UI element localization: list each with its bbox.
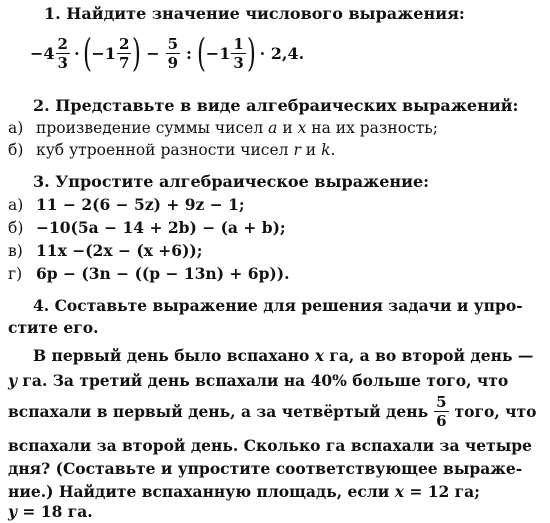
expression: −10(5a − 14 + 2b) − (a + b); — [36, 218, 286, 237]
item-label: б) — [8, 219, 24, 237]
fraction-2: $\frac{2}{7}$ — [118, 34, 130, 72]
task4-para-line4: вспахали за второй день. Сколько га вспахали за четыре — [8, 436, 532, 455]
expression-tail: · 2,4. — [259, 43, 305, 63]
item-label: б) — [8, 141, 24, 159]
task3-item-b — [8, 218, 286, 238]
task2-item-b: б) куб утроенной разности чисел r и k. — [8, 141, 336, 159]
task1-expression — [30, 31, 305, 75]
expression: 6p − (3n − ((p − 13n) + 6p)). — [36, 264, 290, 283]
task4-para-line3: вспахали в первый день, а за четвёртый день $\frac{5}{6}$ того, что — [8, 392, 537, 430]
task4-para-line7: y = 18 га. — [8, 502, 93, 521]
task4-title-line2: стите его. — [8, 318, 99, 337]
mixed-number-3-whole: −1 — [205, 43, 231, 63]
item-label: в) — [8, 242, 23, 260]
task3-item-c — [8, 241, 202, 261]
task4-para-line2: y га. За третий день вспахали на 40% больше того, что — [8, 371, 509, 390]
task4-title-line1: 4. Составьте выражение для решения задачи и упро- — [33, 296, 523, 315]
mixed-number-2-whole: −1 — [91, 43, 116, 63]
mixed-number-1-whole: −4 — [30, 43, 55, 63]
item-label: г) — [8, 265, 23, 283]
task3-item-d — [8, 264, 290, 284]
right-paren: ) — [132, 31, 142, 75]
minus-sign: − — [146, 43, 160, 63]
task3-title: 3. Упростите алгебраическое выражение: — [33, 172, 430, 191]
task1-title: 1. Найдите значение числового выражения: — [44, 4, 465, 23]
fraction-4: $\frac{1}{3}$ — [233, 34, 244, 72]
item-label: а) — [8, 119, 24, 137]
fraction-1: $\frac{2}{3}$ — [57, 34, 68, 72]
right-paren: ) — [246, 31, 256, 75]
item-label: а) — [8, 196, 24, 214]
task4-para-line5: дня? (Составьте и упростите соответствующее выраже- — [8, 459, 523, 478]
fraction-3: $\frac{5}{9}$ — [167, 34, 179, 72]
expression: 11x −(2x − (x +6)); — [36, 241, 203, 260]
expression: 11 − 2(6 − 5z) + 9z − 1; — [36, 195, 245, 214]
task4-para-line1: В первый день было вспахано x га, а во второй день — — [33, 346, 534, 365]
fraction-five-sixths: $\frac{5}{6}$ — [436, 392, 447, 430]
left-paren: ( — [196, 31, 206, 75]
multiply-sign: · — [73, 43, 80, 63]
left-paren: ( — [82, 31, 92, 75]
task2-title: 2. Представьте в виде алгебраических выражений: — [33, 96, 519, 115]
task3-item-a — [8, 195, 245, 215]
divide-sign: : — [186, 43, 192, 63]
task2-item-a: а) произведение суммы чисел a и x на их разность; — [8, 119, 438, 137]
task4-para-line6: ние.) Найдите вспаханную площадь, если x = 12 га; — [8, 482, 480, 501]
